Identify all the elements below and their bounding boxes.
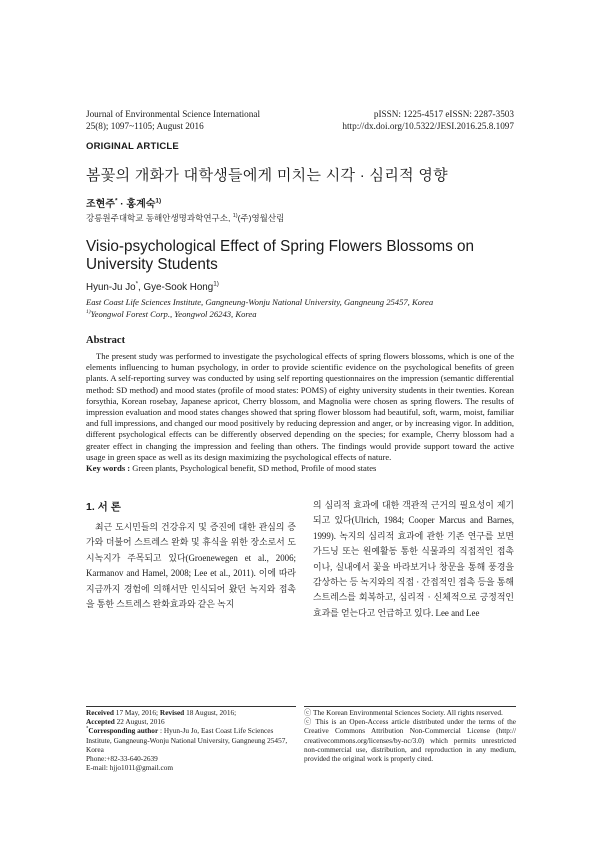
accepted-label: Accepted: [86, 717, 115, 727]
article-type: ORIGINAL ARTICLE: [86, 141, 179, 152]
section-heading: 1. 서 론: [86, 501, 121, 513]
affiliation-mark: 1): [232, 213, 238, 220]
received-label: Received: [86, 708, 114, 717]
english-affiliation-1: East Coast Life Sciences Institute, Gangneung-Wonju National University, Gangneung 25457, Korea: [86, 297, 434, 307]
abstract-text: The present study was performed to investigate the psychological effects of spring flowers blossoms, which is one of the elements influencing to human psychology, in order to provide scientific evidence on the psychological benefits of green plants. A self-reporting survey was conducted by using self reporting questionnaires on the impression (semantic differential method: SD method) and mood states (profile of mood states: POMS) of eighty university students in their twenties. Korean forsythia, Korean rosebay, Japanese apricot, Cherry blossom, and Magnolia were chosen as spring flowers. The results of impression evaluation and mood states changes showed that spring flower blossom had beautiful, soft, warm, moist, familiar and full impressions, and changed our mood positively by reducing depression and anger, or by increasing vigor. In addition, different psychological effects can be differently observed depending on the species; for example, Cherry blossom had a greater effect in changing the impression and feeling than others. The findings would provide support toward the active usage in green space as well as its design maximizing the psychological effects of nature.: [86, 351, 514, 462]
corresponding-label: Corresponding author: [88, 726, 159, 736]
keywords-text: Green plants, Psychological benefit, SD method, Profile of mood states: [130, 463, 377, 473]
copyright-notice: [304, 708, 516, 763]
keywords: [86, 463, 514, 473]
journal-name: Journal of Environmental Science International: [86, 109, 260, 119]
corresponding-mark: *: [86, 726, 89, 732]
english-affiliation-2-line: [86, 308, 433, 320]
doi-link[interactable]: http://dx.doi.org/10.5322/JESI.2016.25.8.1097: [342, 120, 514, 131]
english-affiliations: [86, 296, 433, 320]
revised-date: 18 August, 2016;: [184, 708, 237, 717]
corresponding-mark: *: [135, 280, 139, 288]
license-text: ⓒ This is an Open-Access article distributed under the terms of the Creative Commons Attribution Non-Commercial License (http:// creativecommons.org/licenses/by-nc/3.0) which permits unrestricted non-commercial use, distribution, and reproduction in any medium, provided the original work is properly cited.: [304, 717, 516, 764]
affiliation-mark: 1): [86, 309, 91, 316]
corresponding-author: [86, 726, 296, 754]
corresponding-text: : Hyun-Ju Jo, East Coast Life Sciences Institute, Gangneung-Wonju National University, Gangneung 25457, Korea: [86, 726, 288, 754]
korean-authors: [86, 195, 161, 210]
abstract-heading: Abstract: [86, 335, 126, 346]
received-line: [86, 708, 296, 717]
english-authors: [86, 282, 219, 293]
english-author-2: Gye-Sook Hong: [143, 282, 214, 293]
body-column-left: 최근 도시민들의 건강유지 및 증진에 대한 관심의 증가와 더불어 스트레스 완화 및 휴식을 위한 장소로서 도시녹지가 주목되고 있다(Groenewegen et al., 2006; Karmanov and Hamel, 2008; Lee et al., 2011). 이에 따라 지금까지 경험에 의해서만 인식되어 왔던 녹지와 접촉을 통한 스트레스 완화효과와 같은 녹지: [86, 522, 296, 610]
korean-affiliation: [86, 212, 284, 224]
affiliation-mark: 1): [213, 280, 219, 288]
email[interactable]: E-mail: hjjo1011@gmail.com: [86, 763, 174, 773]
journal-info: [86, 109, 260, 132]
keywords-label: Key words :: [86, 463, 131, 473]
journal-issue: 25(8); 1097~1105; August 2016: [86, 120, 204, 131]
article-history: [86, 708, 296, 772]
author-separator: ,: [138, 282, 144, 293]
revised-label: Revised: [159, 708, 185, 717]
english-affiliation-2: Yeongwol Forest Corp., Yeongwol 26243, Korea: [90, 309, 257, 319]
english-title: Visio-psychological Effect of Spring Flowers Blossoms on University Students: [86, 238, 474, 273]
received-date: 17 May, 2016;: [113, 708, 160, 717]
issn: pISSN: 1225-4517 eISSN: 2287-3503: [373, 109, 514, 119]
author-separator: ·: [117, 199, 127, 210]
affiliation-mark: 1): [155, 197, 162, 205]
korean-title: 봄꽃의 개화가 대학생들에게 미치는 시각 · 심리적 영향: [86, 167, 448, 184]
phone: Phone:+82-33-640-2639: [86, 754, 158, 764]
body-column-right: 의 심리적 효과에 대한 객관적 근거의 필요성이 제기되고 있다(Ulrich, 1984; Cooper Marcus and Barnes, 1999). 녹지의 심리적 효과에 관한 기존 연구를 보면 가드닝 또는 원예활동 통한 식물과의 직접적인 접촉이나, 실내에서 꽃을 바라보거나 창문을 통해 풍경을 감상하는 등 녹지와의 직접 · 간접적인 접촉 등을 통해 스트레스를 회복하고, 심리적 · 신체적으로 긍정적인 효과를 얻는다고 언급하고 있다. Lee and Lee: [313, 500, 514, 618]
footnote-divider-left: [86, 706, 296, 707]
accepted-line: [86, 717, 296, 726]
copyright-line: ⓒ The Korean Environmental Sciences Society. All rights reserved.: [304, 708, 503, 717]
korean-affiliation-main: 강릉원주대학교 동해안생명과학연구소,: [86, 213, 231, 223]
journal-identifiers: [342, 109, 514, 132]
korean-author-1: 조현주: [86, 199, 115, 210]
footnote-divider-right: [304, 706, 516, 707]
accepted-date: 22 August, 2016: [114, 717, 165, 727]
korean-author-2: 홍계숙: [126, 199, 156, 210]
english-author-1: Hyun-Ju Jo: [86, 282, 136, 293]
corresponding-mark: *: [114, 197, 118, 205]
korean-affiliation-second: (주)영월산림: [237, 213, 285, 223]
